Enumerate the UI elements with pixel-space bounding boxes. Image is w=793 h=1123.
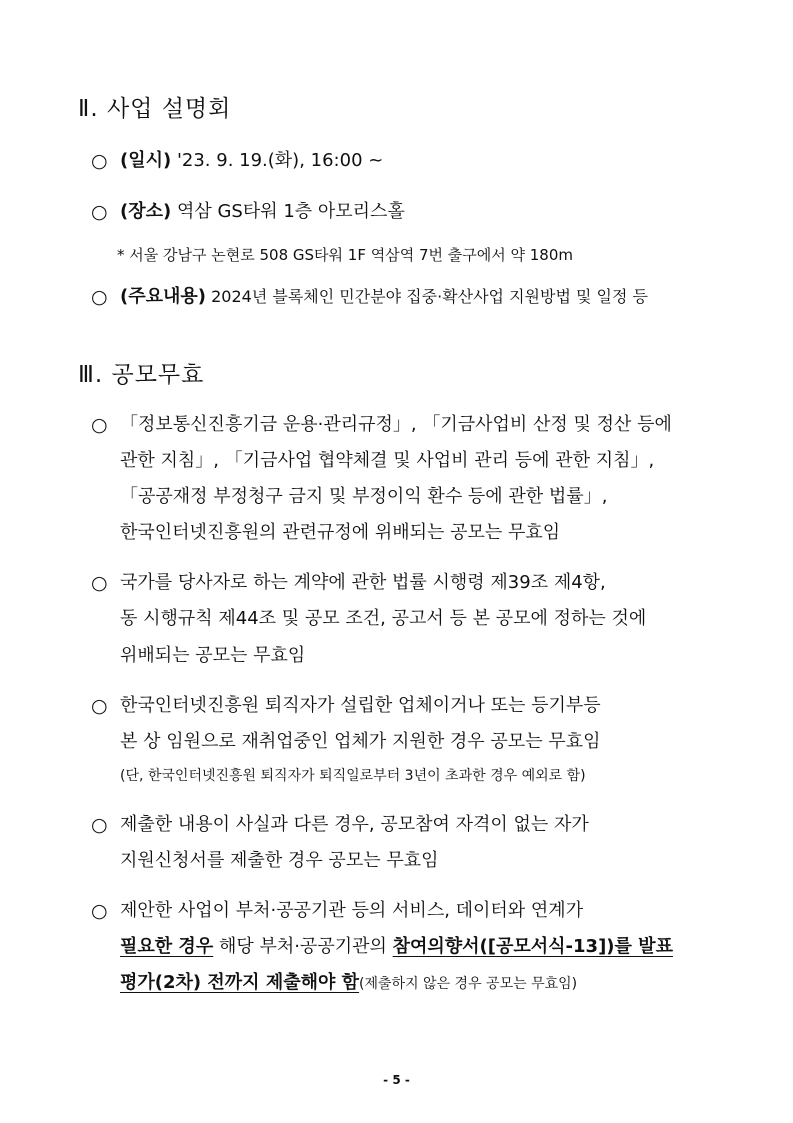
p5-emphasis-3: 평가(2차) 전까지 제출해야 함 xyxy=(120,972,360,993)
contents-text: 2024년 블록체인 민간분야 집중·확산사업 지원방법 및 일정 등 xyxy=(206,287,648,306)
p1-line-4: 한국인터넷진흥원의 관련규정에 위배되는 공모는 무효임 xyxy=(120,522,561,543)
schedule-label: (일시) xyxy=(120,150,172,171)
p2-line-2: 동 시행규칙 제44조 및 공모 조건, 공고서 등 본 공모에 정하는 것에 xyxy=(120,608,647,629)
contents-label: (주요내용) xyxy=(120,286,207,307)
p1-line-3: 「공공재정 부정청구 금지 및 부정이익 환수 등에 관한 법률」, xyxy=(120,486,608,507)
page-number: - 5 - xyxy=(383,1073,410,1087)
p4-line-1: 제출한 내용이 사실과 다른 경우, 공모참여 자격이 없는 자가 xyxy=(120,814,589,835)
place-text: 역삼 GS타워 1층 아모리스홀 xyxy=(171,201,405,222)
contents-line xyxy=(120,288,648,306)
bullet-icon: ○ xyxy=(91,572,108,594)
p5-line-2 xyxy=(120,938,673,956)
p3-line-2: 본 상 임원으로 재취업중인 업체가 지원한 경우 공모는 무효임 xyxy=(120,731,601,752)
schedule-text: '23. 9. 19.(화), 16:00 ~ xyxy=(171,150,384,171)
bullet-icon: ○ xyxy=(91,695,108,717)
p3-line-3: (단, 한국인터넷진흥원 퇴직자가 퇴직일로부터 3년이 초과한 경우 예외로 함) xyxy=(120,768,586,784)
bullet-icon: ○ xyxy=(91,286,108,308)
place-line xyxy=(120,203,405,221)
bullet-icon: ○ xyxy=(91,414,108,436)
bullet-icon: ○ xyxy=(91,900,108,922)
place-note: * 서울 강남구 논현로 508 GS타워 1F 역삼역 7번 출구에서 약 180m xyxy=(117,246,573,264)
p3-line-1: 한국인터넷진흥원 퇴직자가 설립한 업체이거나 또는 등기부등 xyxy=(120,695,601,716)
place-label: (장소) xyxy=(120,201,172,222)
section-3-heading: Ⅲ. 공모무효 xyxy=(78,362,205,388)
p4-line-2: 지원신청서를 제출한 경우 공모는 무효임 xyxy=(120,850,439,871)
p2-line-1: 국가를 당사자로 하는 계약에 관한 법률 시행령 제39조 제4항, xyxy=(120,572,606,593)
p1-line-1: 「정보통신진흥기금 운용·관리규정」, 「기금사업비 산정 및 정산 등에 xyxy=(120,414,672,435)
bullet-icon: ○ xyxy=(91,814,108,836)
p2-line-3: 위배되는 공모는 무효임 xyxy=(120,645,306,666)
p5-mid: 해당 부처·공공기관의 xyxy=(213,936,393,957)
bullet-icon: ○ xyxy=(91,150,108,172)
bullet-icon: ○ xyxy=(91,201,108,223)
section-2-heading: Ⅱ. 사업 설명회 xyxy=(78,96,232,122)
p1-line-2: 관한 지침」, 「기금사업 협약체결 및 사업비 관리 등에 관한 지침」, xyxy=(120,450,655,471)
p5-line-3 xyxy=(120,974,577,992)
p5-line-1: 제안한 사업이 부처·공공기관 등의 서비스, 데이터와 연계가 xyxy=(120,900,584,921)
p5-tail: (제출하지 않은 경우 공모는 무효임) xyxy=(359,976,578,992)
p5-emphasis-2: 참여의향서([공모서식-13])를 발표 xyxy=(392,936,673,957)
p5-emphasis-1: 필요한 경우 xyxy=(120,936,214,957)
schedule-line xyxy=(120,152,383,170)
